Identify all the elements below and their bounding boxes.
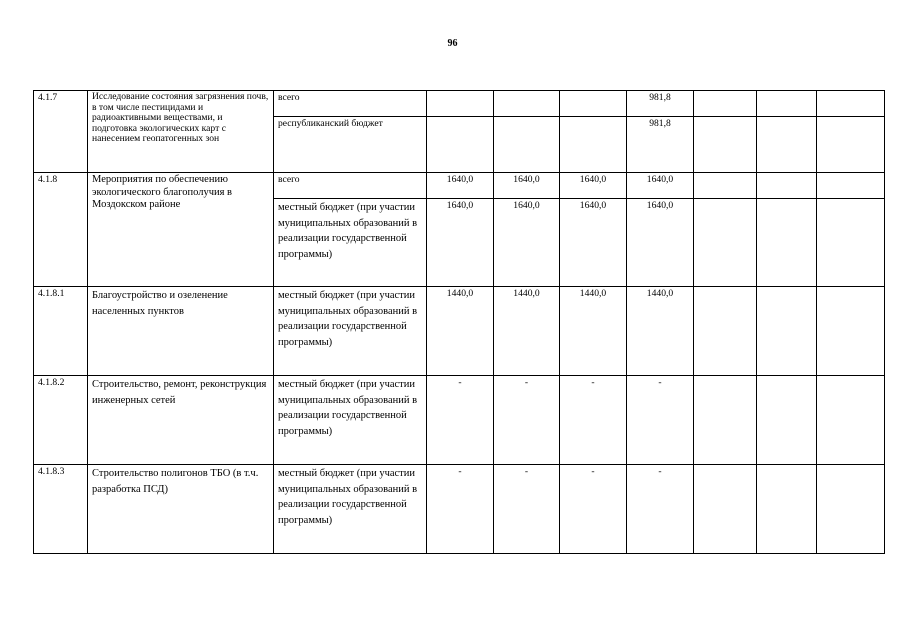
value-cell	[817, 287, 885, 376]
value-cell	[817, 91, 885, 117]
value-cell	[694, 287, 757, 376]
value-cell	[757, 376, 817, 465]
value-cell: 1440,0	[494, 287, 560, 376]
value-cell	[757, 117, 817, 173]
value-cell: 1440,0	[560, 287, 627, 376]
value-cell	[494, 117, 560, 173]
value-cell: 1640,0	[627, 199, 694, 287]
value-cell	[694, 199, 757, 287]
value-cell: -	[494, 376, 560, 465]
value-cell: 1640,0	[560, 173, 627, 199]
value-cell	[817, 199, 885, 287]
value-cell	[694, 376, 757, 465]
budget-table	[33, 90, 885, 554]
funding-source: республиканский бюджет	[274, 117, 427, 173]
row-code: 4.1.8.1	[34, 287, 88, 376]
row-code: 4.1.7	[34, 91, 88, 173]
value-cell	[427, 117, 494, 173]
value-cell: -	[560, 376, 627, 465]
value-cell: -	[494, 465, 560, 554]
table-row	[34, 173, 885, 199]
funding-source: местный бюджет (при участии муниципальных образований в реализации государственной программы)	[274, 287, 427, 376]
value-cell	[560, 117, 627, 173]
row-name: Исследование состояния загрязнения почв, в том числе пестицидами и радиоактивными веществами, и подготовка экологических карт с нанесением геопатогенных зон	[88, 91, 274, 173]
value-cell: -	[427, 465, 494, 554]
value-cell: 1440,0	[627, 287, 694, 376]
value-cell	[560, 91, 627, 117]
value-cell	[817, 465, 885, 554]
row-code: 4.1.8.2	[34, 376, 88, 465]
value-cell: 1640,0	[427, 173, 494, 199]
value-cell	[757, 199, 817, 287]
value-cell: -	[560, 465, 627, 554]
value-cell: 1640,0	[494, 173, 560, 199]
funding-source: всего	[274, 91, 427, 117]
value-cell: 981,8	[627, 117, 694, 173]
row-code: 4.1.8.3	[34, 465, 88, 554]
value-cell	[757, 173, 817, 199]
funding-source: местный бюджет (при участии муниципальных образований в реализации государственной программы)	[274, 465, 427, 554]
row-name: Строительство полигонов ТБО (в т.ч. разработка ПСД)	[88, 465, 274, 554]
value-cell	[817, 117, 885, 173]
table-row	[34, 91, 885, 117]
value-cell: 1640,0	[560, 199, 627, 287]
value-cell: -	[627, 465, 694, 554]
funding-source: всего	[274, 173, 427, 199]
value-cell	[817, 173, 885, 199]
value-cell: 981,8	[627, 91, 694, 117]
value-cell	[694, 465, 757, 554]
value-cell: 1640,0	[627, 173, 694, 199]
value-cell	[494, 91, 560, 117]
row-name: Мероприятия по обеспечению экологического благополучия в Моздокском районе	[88, 173, 274, 287]
value-cell	[694, 91, 757, 117]
value-cell	[757, 91, 817, 117]
value-cell: -	[427, 376, 494, 465]
funding-source: местный бюджет (при участии муниципальных образований в реализации государственной программы)	[274, 376, 427, 465]
value-cell	[757, 465, 817, 554]
table-row	[34, 465, 885, 554]
table-row	[34, 376, 885, 465]
table-row	[34, 287, 885, 376]
value-cell: 1640,0	[494, 199, 560, 287]
value-cell	[694, 173, 757, 199]
value-cell: -	[627, 376, 694, 465]
value-cell	[757, 287, 817, 376]
row-name: Благоустройство и озеленение населенных пунктов	[88, 287, 274, 376]
value-cell: 1640,0	[427, 199, 494, 287]
value-cell	[427, 91, 494, 117]
funding-source: местный бюджет (при участии муниципальных образований в реализации государственной программы)	[274, 199, 427, 287]
value-cell	[694, 117, 757, 173]
value-cell	[817, 376, 885, 465]
row-code: 4.1.8	[34, 173, 88, 287]
page-number: 96	[447, 38, 458, 49]
row-name: Строительство, ремонт, реконструкция инженерных сетей	[88, 376, 274, 465]
value-cell: 1440,0	[427, 287, 494, 376]
